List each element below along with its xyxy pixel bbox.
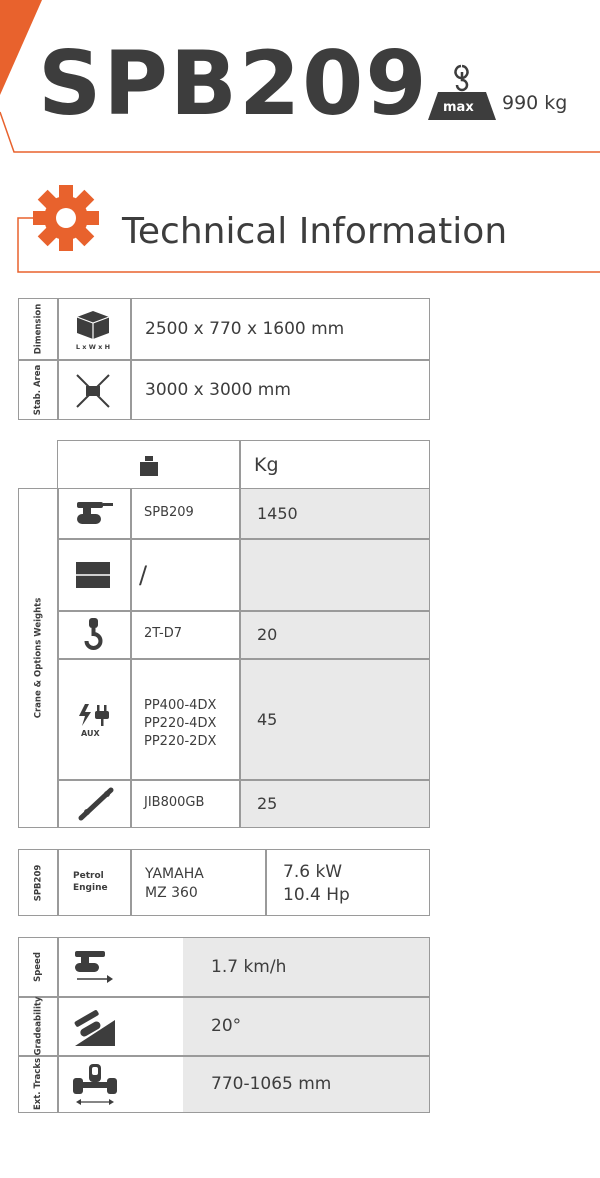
ext-tracks-icon	[71, 1062, 119, 1108]
aux-caption: AUX	[81, 729, 100, 738]
dimensions-table	[18, 298, 430, 420]
max-capacity: 990 kg	[502, 92, 568, 114]
weights-side-label: Crane & Options Weights	[33, 597, 43, 719]
table-row	[57, 489, 429, 538]
weights-model-line: PP400-4DX	[144, 698, 217, 713]
dimension-label: Dimension	[33, 303, 44, 355]
gradeability-value: 20°	[211, 1016, 242, 1036]
stab-area-label: Stab. Area	[33, 364, 43, 416]
weights-model: SPB209	[144, 505, 194, 521]
weights-value: 25	[257, 794, 278, 813]
hook-icon	[83, 617, 105, 651]
engine-power-line2: 10.4 Hp	[283, 885, 350, 905]
stabilizer-icon	[73, 371, 113, 411]
dimension-icon-caption: L x W x H	[75, 343, 111, 351]
performance-table	[18, 937, 430, 1113]
section-title: Technical Information	[122, 211, 508, 252]
gradeability-label: Gradeability	[33, 996, 44, 1056]
table-row	[57, 539, 429, 610]
jib-icon	[77, 786, 115, 822]
engine-table	[18, 849, 430, 916]
weights-model-line: PP220-2DX	[144, 734, 217, 749]
engine-brand-line1: YAMAHA	[145, 866, 204, 882]
weights-model-line: PP220-4DX	[144, 716, 217, 731]
weights-model: JIB800GB	[144, 795, 205, 811]
speed-value: 1.7 km/h	[211, 957, 287, 977]
weights-value: 45	[257, 709, 278, 729]
weights-model: 2T-D7	[144, 626, 182, 642]
gradeability-icon	[73, 1004, 117, 1048]
engine-brand-line2: MZ 360	[145, 885, 198, 901]
speed-label: Speed	[32, 952, 43, 982]
engine-power-line1: 7.6 kW	[283, 862, 343, 882]
engine-side-label: SPB209	[32, 864, 43, 901]
table-row	[57, 659, 429, 779]
table-row	[57, 780, 429, 827]
weights-header	[57, 440, 430, 490]
max-label: max	[443, 100, 474, 115]
power-aux-icon	[77, 703, 111, 727]
weights-model: /	[139, 560, 148, 589]
gear-icon	[33, 185, 99, 251]
weights-table	[18, 488, 430, 828]
base-plate-icon	[75, 561, 111, 589]
weights-value: 20	[257, 625, 278, 644]
engine-type-line1: Petrol	[73, 871, 104, 881]
weight-icon	[138, 455, 160, 477]
ext-tracks-label: Ext. Tracks	[33, 1057, 43, 1111]
speed-icon	[73, 948, 113, 984]
dimension-value: 2500 x 770 x 1600 mm	[145, 319, 345, 339]
model-title: SPB209	[38, 32, 429, 135]
weight-unit: Kg	[254, 454, 279, 476]
box-dimension-icon	[75, 309, 111, 341]
stab-area-value: 3000 x 3000 mm	[145, 380, 291, 400]
table-row	[57, 611, 429, 658]
engine-type-line2: Engine	[73, 883, 108, 893]
weights-value: 1450	[257, 504, 298, 523]
crane-icon	[75, 499, 115, 527]
ext-tracks-value: 770-1065 mm	[211, 1074, 332, 1094]
